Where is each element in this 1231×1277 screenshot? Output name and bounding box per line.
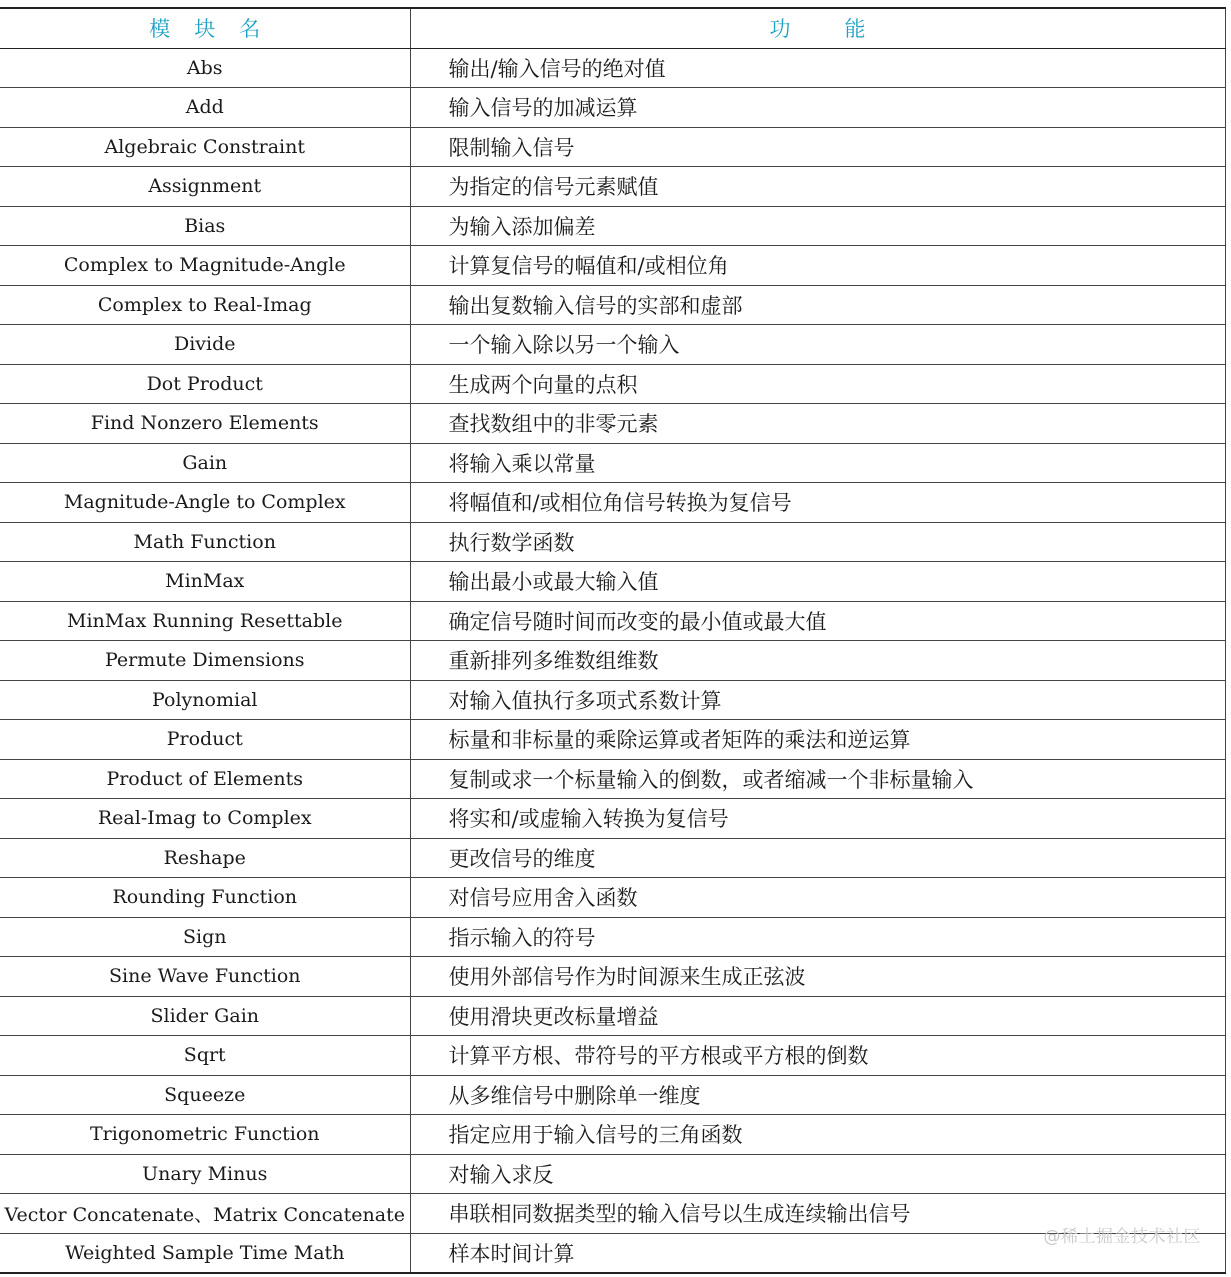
function-description-cell: 标量和非标量的乘除运算或者矩阵的乘法和逆运算 bbox=[410, 720, 1225, 760]
table-row bbox=[0, 1194, 1225, 1234]
table-row bbox=[0, 917, 1225, 957]
function-description-cell: 更改信号的维度 bbox=[410, 838, 1225, 878]
function-description-cell: 指示输入的符号 bbox=[410, 917, 1225, 957]
table-header-row bbox=[0, 8, 1225, 48]
table-row bbox=[0, 127, 1225, 167]
table-row bbox=[0, 483, 1225, 523]
function-description-cell: 执行数学函数 bbox=[410, 522, 1225, 562]
module-name-cell: Complex to Real-Imag bbox=[0, 285, 410, 325]
function-description-cell: 一个输入除以另一个输入 bbox=[410, 325, 1225, 365]
function-description-cell: 对信号应用舍入函数 bbox=[410, 878, 1225, 918]
module-name-cell: Complex to Magnitude-Angle bbox=[0, 246, 410, 286]
table-row bbox=[0, 88, 1225, 128]
table-row bbox=[0, 838, 1225, 878]
table-row bbox=[0, 325, 1225, 365]
module-name-cell: Unary Minus bbox=[0, 1154, 410, 1194]
function-description-cell: 输出最小或最大输入值 bbox=[410, 562, 1225, 602]
table-row bbox=[0, 48, 1225, 88]
header-function: 功能 bbox=[410, 8, 1225, 48]
table-row bbox=[0, 1036, 1225, 1076]
function-description-cell: 输出复数输入信号的实部和虚部 bbox=[410, 285, 1225, 325]
module-name-cell: Math Function bbox=[0, 522, 410, 562]
module-name-cell: MinMax Running Resettable bbox=[0, 601, 410, 641]
module-name-cell: Reshape bbox=[0, 838, 410, 878]
function-description-cell: 输出/输入信号的绝对值 bbox=[410, 48, 1225, 88]
table-row bbox=[0, 641, 1225, 681]
module-name-cell: Rounding Function bbox=[0, 878, 410, 918]
module-name-cell: MinMax bbox=[0, 562, 410, 602]
function-description-cell: 生成两个向量的点积 bbox=[410, 364, 1225, 404]
function-description-cell: 从多维信号中删除单一维度 bbox=[410, 1075, 1225, 1115]
table-row bbox=[0, 206, 1225, 246]
table-row bbox=[0, 522, 1225, 562]
function-description-cell: 串联相同数据类型的输入信号以生成连续输出信号 bbox=[410, 1194, 1225, 1234]
function-description-cell: 对输入求反 bbox=[410, 1154, 1225, 1194]
module-name-cell: Product bbox=[0, 720, 410, 760]
module-name-cell: Slider Gain bbox=[0, 996, 410, 1036]
table-row bbox=[0, 799, 1225, 839]
table-row bbox=[0, 364, 1225, 404]
module-name-cell: Squeeze bbox=[0, 1075, 410, 1115]
function-description-cell: 为指定的信号元素赋值 bbox=[410, 167, 1225, 207]
table-row bbox=[0, 720, 1225, 760]
table-row bbox=[0, 878, 1225, 918]
table-row bbox=[0, 1233, 1225, 1273]
module-name-cell: Algebraic Constraint bbox=[0, 127, 410, 167]
function-description-cell: 重新排列多维数组维数 bbox=[410, 641, 1225, 681]
table-row bbox=[0, 443, 1225, 483]
header-module-name: 模块名 bbox=[0, 8, 410, 48]
function-description-cell: 输入信号的加减运算 bbox=[410, 88, 1225, 128]
table-row bbox=[0, 957, 1225, 997]
module-name-cell: Weighted Sample Time Math bbox=[0, 1233, 410, 1273]
module-name-cell: Product of Elements bbox=[0, 759, 410, 799]
module-name-cell: Polynomial bbox=[0, 680, 410, 720]
table-row bbox=[0, 167, 1225, 207]
function-description-cell: 使用外部信号作为时间源来生成正弦波 bbox=[410, 957, 1225, 997]
module-name-cell: Abs bbox=[0, 48, 410, 88]
module-name-cell: Sine Wave Function bbox=[0, 957, 410, 997]
function-description-cell: 将实和/或虚输入转换为复信号 bbox=[410, 799, 1225, 839]
module-name-cell: Find Nonzero Elements bbox=[0, 404, 410, 444]
module-name-cell: Dot Product bbox=[0, 364, 410, 404]
module-name-cell: Bias bbox=[0, 206, 410, 246]
table-row bbox=[0, 285, 1225, 325]
function-description-cell: 对输入值执行多项式系数计算 bbox=[410, 680, 1225, 720]
watermark: @稀土掘金技术社区 bbox=[1043, 1227, 1201, 1247]
table-row bbox=[0, 1115, 1225, 1155]
module-name-cell: Permute Dimensions bbox=[0, 641, 410, 681]
module-name-cell: Gain bbox=[0, 443, 410, 483]
function-description-cell: 为输入添加偏差 bbox=[410, 206, 1225, 246]
table-row bbox=[0, 996, 1225, 1036]
module-name-cell: Real-Imag to Complex bbox=[0, 799, 410, 839]
module-name-cell: Sign bbox=[0, 917, 410, 957]
module-name-cell: Magnitude-Angle to Complex bbox=[0, 483, 410, 523]
function-description-cell: 指定应用于输入信号的三角函数 bbox=[410, 1115, 1225, 1155]
table-row bbox=[0, 680, 1225, 720]
table-row bbox=[0, 246, 1225, 286]
function-description-cell: 限制输入信号 bbox=[410, 127, 1225, 167]
function-description-cell: 确定信号随时间而改变的最小值或最大值 bbox=[410, 601, 1225, 641]
table-row bbox=[0, 562, 1225, 602]
table-row bbox=[0, 601, 1225, 641]
function-description-cell: 查找数组中的非零元素 bbox=[410, 404, 1225, 444]
table-row bbox=[0, 1154, 1225, 1194]
function-description-cell: 计算复信号的幅值和/或相位角 bbox=[410, 246, 1225, 286]
function-description-cell: 将幅值和/或相位角信号转换为复信号 bbox=[410, 483, 1225, 523]
module-name-cell: Trigonometric Function bbox=[0, 1115, 410, 1155]
function-description-cell: 将输入乘以常量 bbox=[410, 443, 1225, 483]
module-name-cell: Sqrt bbox=[0, 1036, 410, 1076]
function-description-cell: 复制或求一个标量输入的倒数，或者缩减一个非标量输入 bbox=[410, 759, 1225, 799]
module-name-cell: Divide bbox=[0, 325, 410, 365]
module-name-cell: Assignment bbox=[0, 167, 410, 207]
table-row bbox=[0, 404, 1225, 444]
function-description-cell: 使用滑块更改标量增益 bbox=[410, 996, 1225, 1036]
table-row bbox=[0, 1075, 1225, 1115]
module-name-cell: Vector Concatenate、Matrix Concatenate bbox=[0, 1194, 410, 1234]
module-function-table bbox=[0, 7, 1226, 1274]
table-row bbox=[0, 759, 1225, 799]
table-body bbox=[0, 48, 1225, 1273]
function-description-cell: 样本时间计算 bbox=[410, 1233, 1225, 1273]
module-name-cell: Add bbox=[0, 88, 410, 128]
function-description-cell: 计算平方根、带符号的平方根或平方根的倒数 bbox=[410, 1036, 1225, 1076]
